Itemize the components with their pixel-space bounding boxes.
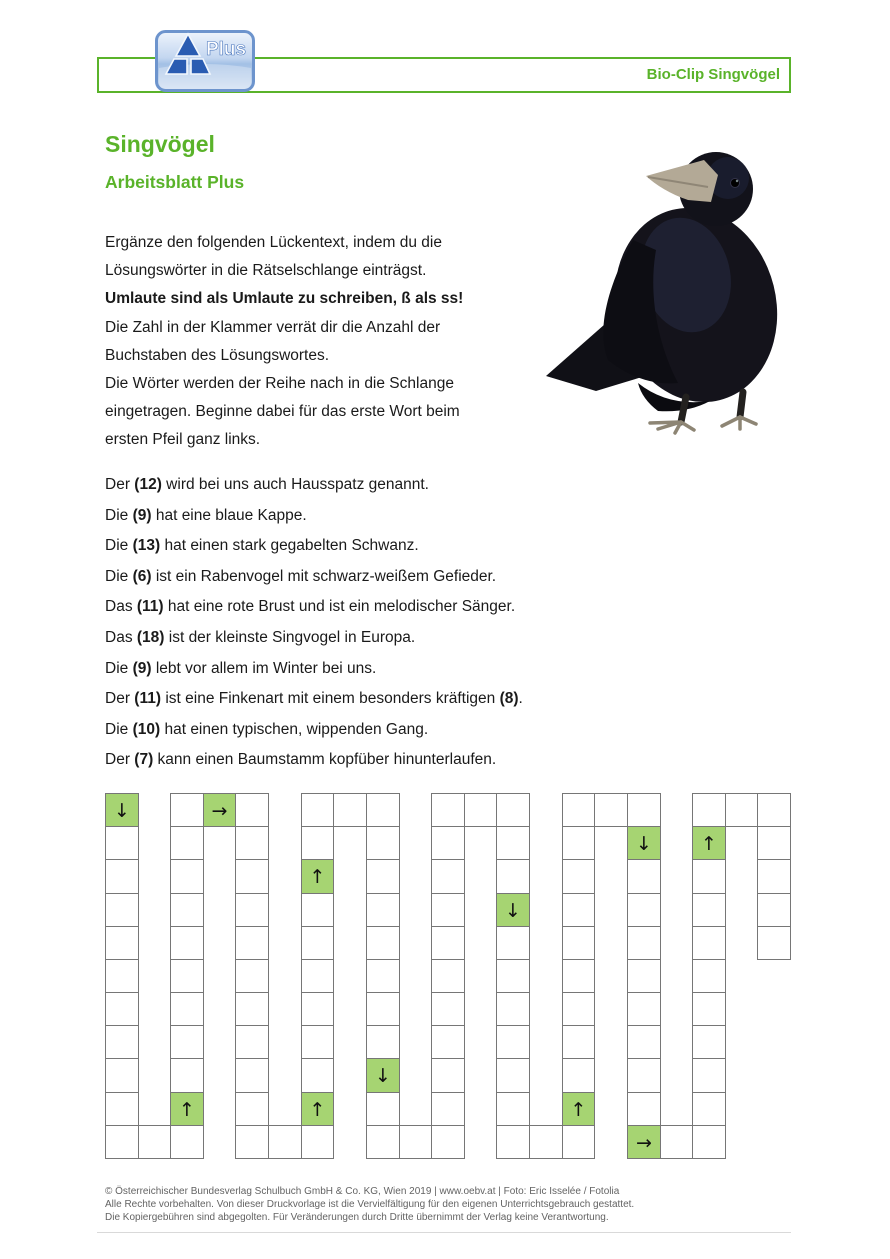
grid-cell[interactable]: [757, 826, 791, 860]
grid-cell[interactable]: [562, 959, 595, 993]
grid-cell[interactable]: [431, 859, 465, 894]
letter-count: (9): [132, 659, 152, 677]
grid-cell[interactable]: [431, 793, 465, 827]
footer-rule: [97, 1232, 791, 1233]
grid-cell[interactable]: [105, 893, 139, 927]
intro-line: Buchstaben des Lösungswortes.: [105, 346, 330, 364]
grid-cell[interactable]: [366, 893, 400, 927]
grid-cell[interactable]: [399, 1125, 432, 1159]
grid-cell[interactable]: [757, 793, 791, 827]
grid-cell[interactable]: [170, 1125, 204, 1159]
clue-line: [105, 745, 745, 776]
grid-cell[interactable]: [301, 959, 334, 993]
grid-cell[interactable]: [562, 992, 595, 1026]
letter-count: (18): [136, 628, 165, 646]
footer-line: © Österreichischer Bundesverlag Schulbuch GmbH & Co. KG, Wien 2019 | www.oebv.at | Foto: Eric Isselée / Fotolia: [105, 1186, 620, 1197]
grid-cell[interactable]: [692, 1125, 726, 1159]
grid-cell[interactable]: [268, 1125, 302, 1159]
grid-cell[interactable]: [170, 926, 204, 960]
grid-cell[interactable]: [170, 992, 204, 1026]
grid-cell[interactable]: [692, 926, 726, 960]
grid-cell[interactable]: [105, 1025, 139, 1059]
grid-cell[interactable]: [366, 793, 400, 827]
letter-count: (9): [132, 506, 152, 524]
clue-text: wird bei uns auch Hausspatz genannt.: [161, 476, 429, 493]
grid-cell[interactable]: [692, 1092, 726, 1126]
clue-line: [105, 684, 745, 715]
grid-cell[interactable]: [366, 859, 400, 894]
grid-cell[interactable]: [431, 992, 465, 1026]
arrow-cell[interactable]: [170, 1092, 204, 1126]
grid-cell[interactable]: [627, 926, 661, 960]
intro-line: Die Zahl in der Klammer verrät dir die Anzahl der: [105, 318, 441, 336]
grid-cell[interactable]: [627, 992, 661, 1026]
grid-cell[interactable]: [562, 926, 595, 960]
intro-line: ersten Pfeil ganz links.: [105, 431, 261, 449]
grid-cell[interactable]: [692, 859, 726, 894]
up-arrow-icon: ↑: [309, 866, 326, 888]
grid-cell[interactable]: [170, 793, 204, 827]
grid-cell[interactable]: [496, 1025, 530, 1059]
grid-cell[interactable]: [496, 992, 530, 1026]
grid-cell[interactable]: [301, 1058, 334, 1093]
clue-line: [105, 501, 745, 532]
clue-line: [105, 592, 745, 623]
arrow-cell[interactable]: [301, 1092, 334, 1126]
down-arrow-icon: ↓: [636, 833, 652, 855]
grid-cell[interactable]: [757, 893, 791, 927]
right-arrow-icon: →: [211, 800, 228, 822]
letter-count: (12): [134, 476, 162, 493]
arrow-cell[interactable]: [627, 1125, 661, 1159]
up-arrow-icon: ↑: [309, 1099, 326, 1121]
clue-text: ist der kleinste Singvogel in Europa.: [164, 628, 416, 646]
grid-cell[interactable]: [235, 1058, 269, 1093]
letter-count: (11): [134, 690, 162, 708]
grid-cell[interactable]: [235, 859, 269, 894]
up-arrow-icon: ↑: [179, 1099, 195, 1121]
clue-text: Die: [105, 537, 133, 555]
intro-line: Umlaute sind als Umlaute zu schreiben, ß als ss!: [105, 290, 464, 308]
letter-count: (11): [136, 598, 164, 616]
grid-cell[interactable]: [627, 793, 661, 827]
grid-cell[interactable]: [301, 926, 334, 960]
grid-cell[interactable]: [562, 1025, 595, 1059]
grid-cell[interactable]: [366, 992, 400, 1026]
grid-cell[interactable]: [431, 1092, 465, 1126]
letter-count: (6): [132, 567, 152, 585]
arrow-cell[interactable]: [627, 826, 661, 860]
letter-count: (13): [132, 537, 161, 555]
grid-cell[interactable]: [431, 926, 465, 960]
grid-cell[interactable]: [235, 926, 269, 960]
bird-eye: [731, 179, 740, 188]
grid-cell[interactable]: [431, 1058, 465, 1093]
footer-copyright: [105, 1185, 791, 1224]
grid-cell[interactable]: [170, 1058, 204, 1093]
clue-text: ist eine Finkenart mit einem besonders kräftigen: [161, 690, 500, 708]
logo-text: Plus: [205, 39, 247, 60]
grid-cell[interactable]: [366, 1025, 400, 1059]
grid-cell[interactable]: [301, 893, 334, 927]
grid-cell[interactable]: [562, 793, 595, 827]
grid-cell[interactable]: [692, 1025, 726, 1059]
grid-cell[interactable]: [529, 1125, 563, 1159]
grid-cell[interactable]: [431, 1025, 465, 1059]
clue-line: [105, 623, 745, 654]
grid-cell[interactable]: [562, 1125, 595, 1159]
grid-cell[interactable]: [105, 826, 139, 860]
arrow-cell[interactable]: [301, 859, 334, 894]
bird-feet: [650, 417, 756, 433]
grid-cell[interactable]: [431, 1125, 465, 1159]
grid-cell[interactable]: [692, 793, 726, 827]
grid-cell[interactable]: [235, 1125, 269, 1159]
grid-cell[interactable]: [594, 793, 628, 827]
grid-cell[interactable]: [660, 1125, 693, 1159]
down-arrow-icon: ↓: [505, 900, 521, 922]
grid-cell[interactable]: [757, 859, 791, 894]
intro-line: Lösungswörter in die Rätselschlange einträgst.: [105, 262, 427, 280]
grid-cell[interactable]: [562, 893, 595, 927]
grid-cell[interactable]: [366, 959, 400, 993]
grid-cell[interactable]: [105, 1125, 139, 1159]
grid-cell[interactable]: [757, 926, 791, 960]
clue-text: Der: [105, 751, 135, 769]
clue-line: [105, 470, 745, 501]
clue-text: kann einen Baumstamm kopfüber hinunterlaufen.: [153, 751, 497, 769]
grid-cell[interactable]: [692, 959, 726, 993]
down-arrow-icon: ↓: [375, 1065, 391, 1087]
grid-cell[interactable]: [562, 826, 595, 860]
grid-cell[interactable]: [105, 1058, 139, 1093]
arrow-cell[interactable]: [562, 1092, 595, 1126]
grid-cell[interactable]: [692, 893, 726, 927]
grid-cell[interactable]: [431, 959, 465, 993]
grid-cell[interactable]: [301, 992, 334, 1026]
grid-cell[interactable]: [301, 1125, 334, 1159]
clue-list: [105, 470, 745, 776]
grid-cell[interactable]: [170, 1025, 204, 1059]
rook-bird-photo: [538, 145, 788, 435]
grid-cell[interactable]: [235, 959, 269, 993]
grid-cell[interactable]: [138, 1125, 171, 1159]
grid-cell[interactable]: [627, 1058, 661, 1093]
grid-cell[interactable]: [105, 992, 139, 1026]
clue-text: Der: [105, 690, 135, 708]
plus-logo: [155, 30, 255, 92]
grid-cell[interactable]: [627, 1092, 661, 1126]
grid-cell[interactable]: [366, 1092, 400, 1126]
grid-cell[interactable]: [725, 793, 758, 827]
grid-cell[interactable]: [496, 1092, 530, 1126]
footer-line: Die Kopiergebühren sind abgegolten. Für Veränderungen durch Dritte übernimmt der Verlag keine Verantwortung.: [105, 1212, 609, 1223]
grid-cell[interactable]: [496, 926, 530, 960]
intro-line: Ergänze den folgenden Lückentext, indem du die: [105, 234, 442, 251]
arrow-cell[interactable]: [366, 1058, 400, 1093]
clue-text: Die: [105, 720, 133, 738]
footer-line: Alle Rechte vorbehalten. Von dieser Druckvorlage ist die Vervielfältigung für den eigenen Unterrichtsgebrauch gestattet.: [105, 1199, 635, 1210]
arrow-cell[interactable]: [496, 893, 530, 927]
grid-cell[interactable]: [627, 959, 661, 993]
grid-cell[interactable]: [496, 826, 530, 860]
clue-text: Die: [105, 659, 133, 677]
clue-text: hat einen typischen, wippenden Gang.: [160, 720, 429, 738]
grid-cell[interactable]: [301, 1025, 334, 1059]
clue-line: [105, 531, 745, 562]
bird-beak: [646, 160, 718, 202]
grid-cell[interactable]: [105, 859, 139, 894]
grid-cell[interactable]: [366, 826, 400, 860]
intro-line: Die Wörter werden der Reihe nach in die Schlange: [105, 374, 454, 392]
grid-cell[interactable]: [105, 926, 139, 960]
grid-cell[interactable]: [235, 893, 269, 927]
grid-cell[interactable]: [627, 859, 661, 894]
grid-cell[interactable]: [235, 793, 269, 827]
grid-cell[interactable]: [496, 1058, 530, 1093]
grid-cell[interactable]: [105, 1092, 139, 1126]
grid-cell[interactable]: [366, 926, 400, 960]
clue-text: Das: [105, 598, 137, 616]
grid-cell[interactable]: [170, 959, 204, 993]
grid-cell[interactable]: [170, 893, 204, 927]
grid-cell[interactable]: [170, 826, 204, 860]
clue-text: lebt vor allem im Winter bei uns.: [151, 659, 377, 677]
letter-count: (8): [499, 690, 519, 708]
clue-line: [105, 562, 745, 593]
clue-text: hat eine rote Brust und ist ein melodischer Sänger.: [163, 598, 516, 616]
up-arrow-icon: ↑: [570, 1099, 587, 1121]
grid-cell[interactable]: [235, 992, 269, 1026]
letter-count: (10): [132, 720, 161, 738]
grid-cell[interactable]: [496, 959, 530, 993]
down-arrow-icon: ↓: [114, 800, 130, 822]
arrow-cell[interactable]: [203, 793, 236, 827]
grid-cell[interactable]: [235, 1092, 269, 1126]
clue-text: Die: [105, 567, 133, 585]
page-title: Singvögel: [105, 131, 215, 157]
header-title: Bio-Clip Singvögel: [646, 66, 780, 83]
grid-cell[interactable]: [464, 793, 497, 827]
grid-cell[interactable]: [496, 859, 530, 894]
grid-cell[interactable]: [301, 793, 334, 827]
grid-cell[interactable]: [627, 893, 661, 927]
clue-text: hat einen stark gegabelten Schwanz.: [160, 537, 419, 555]
clue-text: Der: [105, 476, 135, 493]
letter-count: (7): [134, 751, 154, 769]
clue-line: [105, 654, 745, 685]
intro-text: [105, 229, 545, 455]
grid-cell[interactable]: [431, 893, 465, 927]
clue-text: Die: [105, 506, 133, 524]
grid-cell[interactable]: [235, 1025, 269, 1059]
clue-text: Das: [105, 628, 137, 646]
clue-line: [105, 715, 745, 746]
grid-cell[interactable]: [496, 793, 530, 827]
grid-cell[interactable]: [170, 859, 204, 894]
right-arrow-icon: →: [636, 1132, 652, 1154]
clue-text: hat eine blaue Kappe.: [151, 506, 307, 524]
page-subtitle: Arbeitsblatt Plus: [105, 172, 245, 192]
grid-cell[interactable]: [562, 859, 595, 894]
arrow-cell[interactable]: [105, 793, 139, 827]
grid-cell[interactable]: [692, 992, 726, 1026]
clue-text: ist ein Rabenvogel mit schwarz-weißem Gefieder.: [151, 567, 497, 585]
grid-cell[interactable]: [235, 826, 269, 860]
grid-cell[interactable]: [496, 1125, 530, 1159]
grid-cell[interactable]: [627, 1025, 661, 1059]
grid-cell[interactable]: [692, 1058, 726, 1093]
clue-text: .: [518, 690, 523, 708]
grid-cell[interactable]: [301, 826, 334, 860]
grid-cell[interactable]: [333, 793, 367, 827]
up-arrow-icon: ↑: [701, 833, 717, 855]
grid-cell[interactable]: [562, 1058, 595, 1093]
arrow-cell[interactable]: [692, 826, 726, 860]
grid-cell[interactable]: [366, 1125, 400, 1159]
grid-cell[interactable]: [431, 826, 465, 860]
intro-line: eingetragen. Beginne dabei für das erste Wort beim: [105, 403, 460, 421]
grid-cell[interactable]: [105, 959, 139, 993]
